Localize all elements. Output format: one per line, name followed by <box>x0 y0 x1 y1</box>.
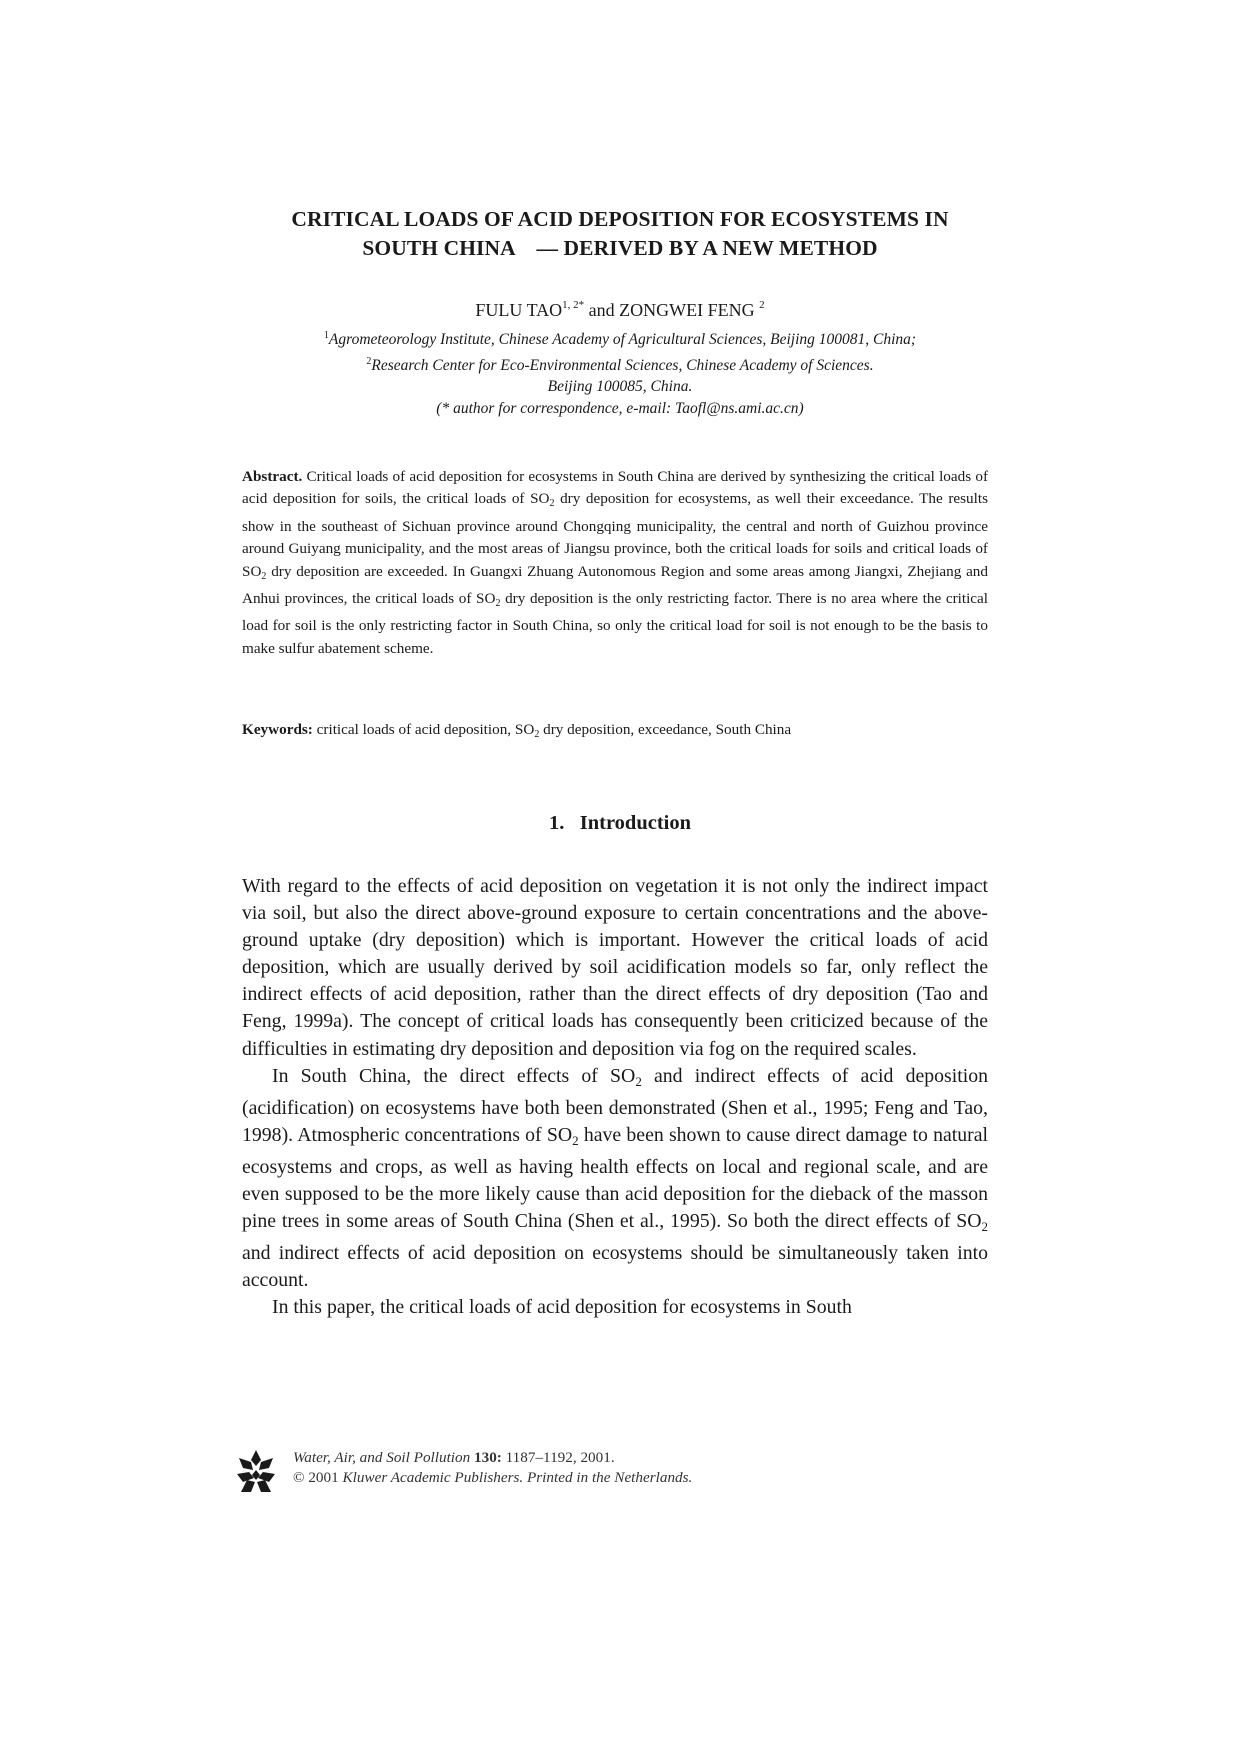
copyright-year: © 2001 <box>293 1469 343 1486</box>
paper-title <box>200 205 1040 263</box>
keywords <box>242 719 988 746</box>
subscript: 2 <box>572 1132 579 1148</box>
abstract-text-1: Critical loads of acid deposition for ecosystems in South China are derived by synthesizing the critical loads of acid deposition for soils, the critical loads of SO <box>242 468 988 508</box>
keywords-text-2: dry deposition, exceedance, South China <box>539 721 792 738</box>
affiliation-2-marker: 2 <box>366 355 372 367</box>
abstract-text-3: dry deposition are exceeded. In Guangxi Zhuang Autonomous Region and some areas among Jiangxi, Zhejiang and Anhui provinces, the critical loads of SO <box>242 562 988 608</box>
author-connector: and <box>584 300 620 320</box>
copyright-line <box>293 1468 692 1488</box>
chem-formula: SO <box>610 1064 636 1087</box>
affiliation-1-text: Agrometeorology Institute, Chinese Academy of Agricultural Sciences, Beijing 100081, China; <box>328 331 917 348</box>
subscript: 2 <box>495 598 501 610</box>
title-line-1: CRITICAL LOADS OF ACID DEPOSITION FOR ECOSYSTEMS IN <box>291 207 949 231</box>
subscript: 2 <box>549 498 555 510</box>
subscript: 2 <box>981 1219 988 1235</box>
paragraph-2-text-c: have been shown to cause direct damage to natural ecosystems and crops, as well as having health effects on local and regional scale, and are even supposed to be the more likely cause than acid deposition for the dieback of the masson pine trees in some areas of South China (Shen et al., 1995). So both the direct effects of <box>242 1123 988 1233</box>
paragraph-2 <box>242 1063 988 1295</box>
paragraph-3: In this paper, the critical loads of acid deposition for ecosystems in South <box>272 1296 852 1319</box>
journal-name: Water, Air, and Soil Pollution <box>293 1449 471 1466</box>
section-heading-introduction: 1. Introduction <box>548 812 691 834</box>
keywords-label: Keywords: <box>242 721 313 738</box>
journal-pages: 1187–1192, 2001. <box>501 1449 615 1466</box>
affiliation-2 <box>200 351 1040 377</box>
correspondence-note: (* author for correspondence, e-mail: Taofl@ns.ami.ac.cn) <box>436 399 804 417</box>
publisher-logo-icon <box>235 1448 277 1496</box>
abstract <box>242 466 988 660</box>
affiliation-city: Beijing 100085, China. <box>547 378 693 395</box>
paragraph-1: With regard to the effects of acid deposition on vegetation it is not only the indirect impact via soil, but also the direct above-ground exposure to certain concentrations and the above-ground uptake (dry deposition) which is important. However the critical loads of acid deposition, which are usually derived by soil acidification models so far, only reflect the indirect effects of acid deposition, rather than the direct effects of dry deposition (Tao and Feng, 1999a). The concept of critical loads has consequently been criticized because of the difficulties in estimating dry deposition and deposition via fog on the required scales. <box>242 875 988 1060</box>
paragraph-2-text-d: and indirect effects of acid deposition on ecosystems should be simultaneously taken into account. <box>242 1242 988 1292</box>
title-line-2: SOUTH CHINA — DERIVED BY A NEW METHOD <box>362 236 878 260</box>
author-1-affil-marker: 1, 2* <box>562 299 585 311</box>
abstract-label: Abstract. <box>242 468 303 485</box>
author-2-affil-marker: 2 <box>759 299 765 311</box>
abstract-text-4: dry deposition is the only restricting factor. There is no area where the critical load for soil is the only restricting factor in South China, so only the critical load for soil is not enough to be the basis to make sulfur abatement scheme. <box>242 590 988 657</box>
introduction-body <box>242 873 988 1322</box>
subscript: 2 <box>534 729 540 740</box>
subscript: 2 <box>635 1073 642 1089</box>
paragraph-2-text-a: In South China, the direct effects of <box>272 1064 611 1087</box>
citation-line <box>293 1448 692 1468</box>
journal-volume: 130: <box>470 1449 502 1466</box>
subscript: 2 <box>261 570 267 582</box>
publisher-name: Kluwer Academic Publishers. Printed in the Netherlands. <box>342 1469 693 1486</box>
keywords-text-1: critical loads of acid deposition, SO <box>312 721 535 738</box>
citation-block <box>293 1448 692 1488</box>
abstract-text-2: dry deposition for ecosystems, as well their exceedance. The results show in the southeast of Sichuan province around Chongqing municipality, the central and north of Guizhou province around Guiyang municipality, and the most areas of Jiangsu province, both the critical loads for soils and critical loads of SO <box>242 490 988 580</box>
chem-formula: SO <box>956 1210 982 1233</box>
journal-footer <box>235 1448 935 1508</box>
affiliation-1 <box>200 325 1040 351</box>
paragraph-2-text-b: and indirect effects of acid deposition (acidification) on ecosystems have both been demonstrated (Shen et al., 1995; Feng and Tao, 1998). Atmospheric concentrations of <box>242 1064 988 1146</box>
author-2: ZONGWEI FENG <box>619 300 755 320</box>
affiliations <box>200 325 1040 419</box>
author-1: FULU TAO <box>475 300 563 320</box>
affiliation-2-text: Research Center for Eco-Environmental Sciences, Chinese Academy of Sciences. <box>371 356 874 374</box>
affiliation-1-marker: 1 <box>323 330 329 341</box>
author-line <box>200 293 1040 322</box>
chem-formula: SO <box>546 1123 573 1146</box>
